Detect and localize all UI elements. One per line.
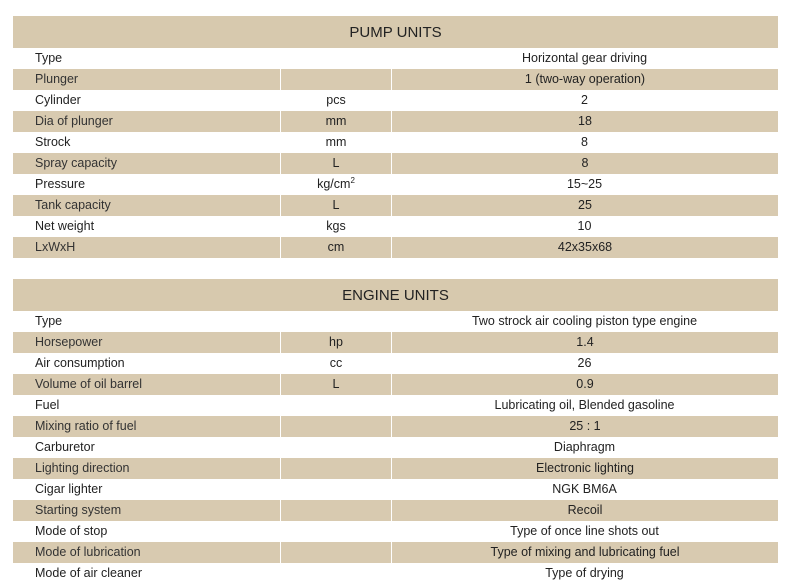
row-unit-text: kg/cm (317, 177, 351, 191)
row-unit-superscript: 2 (350, 176, 355, 185)
row-label: Mode of lubrication (13, 542, 281, 563)
row-unit (281, 153, 392, 174)
table-row (13, 174, 778, 195)
row-unit (281, 395, 391, 416)
pump-units-table (13, 16, 778, 258)
row-value: 2 (581, 93, 588, 107)
table-row (13, 332, 778, 353)
row-value: NGK BM6A (552, 482, 617, 496)
row-value: 0.9 (576, 377, 594, 391)
table-row (13, 195, 778, 216)
row-label: Starting system (13, 500, 281, 521)
row-label: Dia of plunger (13, 111, 281, 132)
row-unit-text: cc (329, 356, 343, 370)
table-row (13, 479, 778, 500)
table-row (13, 563, 778, 584)
row-unit-text: cm (327, 240, 345, 254)
row-label: Lighting direction (13, 458, 281, 479)
row-label: Type (35, 314, 63, 328)
row-unit-text: hp (329, 335, 343, 349)
table-row (13, 69, 778, 90)
row-unit (281, 48, 391, 69)
row-unit-text: L (332, 156, 340, 170)
row-value: 18 (578, 114, 592, 128)
row-label: Strock (35, 135, 71, 149)
row-label: Carburetor (35, 440, 95, 454)
table-row (13, 374, 778, 395)
row-unit (281, 500, 392, 521)
row-label: Cigar lighter (35, 482, 103, 496)
row-value: 8 (581, 156, 589, 170)
table-row (13, 216, 778, 237)
row-label: Spray capacity (13, 153, 281, 174)
row-unit (281, 216, 391, 237)
row-value: 42x35x68 (557, 240, 613, 254)
row-label: Net weight (35, 219, 95, 233)
row-label: Air consumption (35, 356, 125, 370)
row-label: Horsepower (13, 332, 281, 353)
table-row (13, 500, 778, 521)
table-row (13, 458, 778, 479)
row-unit-text: L (332, 198, 340, 212)
table-row (13, 48, 778, 69)
row-label: Type (35, 51, 63, 65)
row-unit (281, 437, 391, 458)
table-row (13, 353, 778, 374)
table-row (13, 542, 778, 563)
row-unit (281, 90, 391, 111)
row-label: Pressure (35, 177, 86, 191)
row-value: Two strock air cooling piston type engine (471, 314, 698, 328)
row-unit-text: mm (325, 114, 347, 128)
row-label: Mode of stop (35, 524, 108, 538)
row-unit (281, 479, 391, 500)
row-unit (281, 332, 392, 353)
row-value: 8 (581, 135, 588, 149)
row-value: Diaphragm (553, 440, 616, 454)
table-row (13, 437, 778, 458)
row-value: 1 (two-way operation) (524, 72, 646, 86)
row-value: 1.4 (576, 335, 594, 349)
row-value: 25 (578, 198, 592, 212)
table-row (13, 237, 778, 258)
row-label: Cylinder (35, 93, 81, 107)
row-unit (281, 458, 392, 479)
row-unit (281, 69, 392, 90)
row-value: Horizontal gear driving (521, 51, 648, 65)
row-unit (281, 111, 392, 132)
table-row (13, 153, 778, 174)
pump-units-title: PUMP UNITS (13, 16, 778, 48)
row-unit (281, 195, 392, 216)
row-label: Mode of air cleaner (35, 566, 143, 580)
row-value: Type of once line shots out (510, 524, 659, 538)
row-value: Recoil (567, 503, 603, 517)
row-unit (281, 311, 391, 332)
table-row (13, 416, 778, 437)
row-unit-text: mm (325, 135, 347, 149)
row-unit-text: pcs (326, 93, 346, 107)
table-row (13, 111, 778, 132)
engine-units-rows (13, 311, 778, 584)
row-unit (281, 416, 392, 437)
row-unit-text: kgs (326, 219, 346, 233)
row-value: 10 (577, 219, 592, 233)
row-unit (281, 542, 392, 563)
row-value: 25 : 1 (569, 419, 601, 433)
row-unit (281, 521, 391, 542)
table-row (13, 521, 778, 542)
engine-units-title: ENGINE UNITS (13, 279, 778, 311)
table-row (13, 395, 778, 416)
row-unit-text: L (332, 377, 340, 391)
row-label: Tank capacity (13, 195, 281, 216)
row-value: Electronic lighting (536, 461, 634, 475)
row-label: Plunger (13, 69, 281, 90)
row-unit (281, 174, 391, 195)
row-label: Fuel (35, 398, 60, 412)
row-label: Mixing ratio of fuel (13, 416, 281, 437)
row-value: 15~25 (566, 177, 603, 191)
row-value: Lubricating oil, Blended gasoline (494, 398, 675, 412)
row-unit (281, 563, 391, 584)
pump-units-rows (13, 48, 778, 258)
row-label: LxWxH (13, 237, 281, 258)
row-value: 26 (577, 356, 592, 370)
row-unit (281, 353, 391, 374)
table-row (13, 132, 778, 153)
row-value: Type of mixing and lubricating fuel (490, 545, 680, 559)
engine-units-table (13, 279, 778, 584)
row-unit (281, 374, 392, 395)
table-row (13, 311, 778, 332)
table-row (13, 90, 778, 111)
row-label: Volume of oil barrel (13, 374, 281, 395)
row-value: Type of drying (545, 566, 624, 580)
row-unit (281, 132, 391, 153)
row-unit (281, 237, 392, 258)
